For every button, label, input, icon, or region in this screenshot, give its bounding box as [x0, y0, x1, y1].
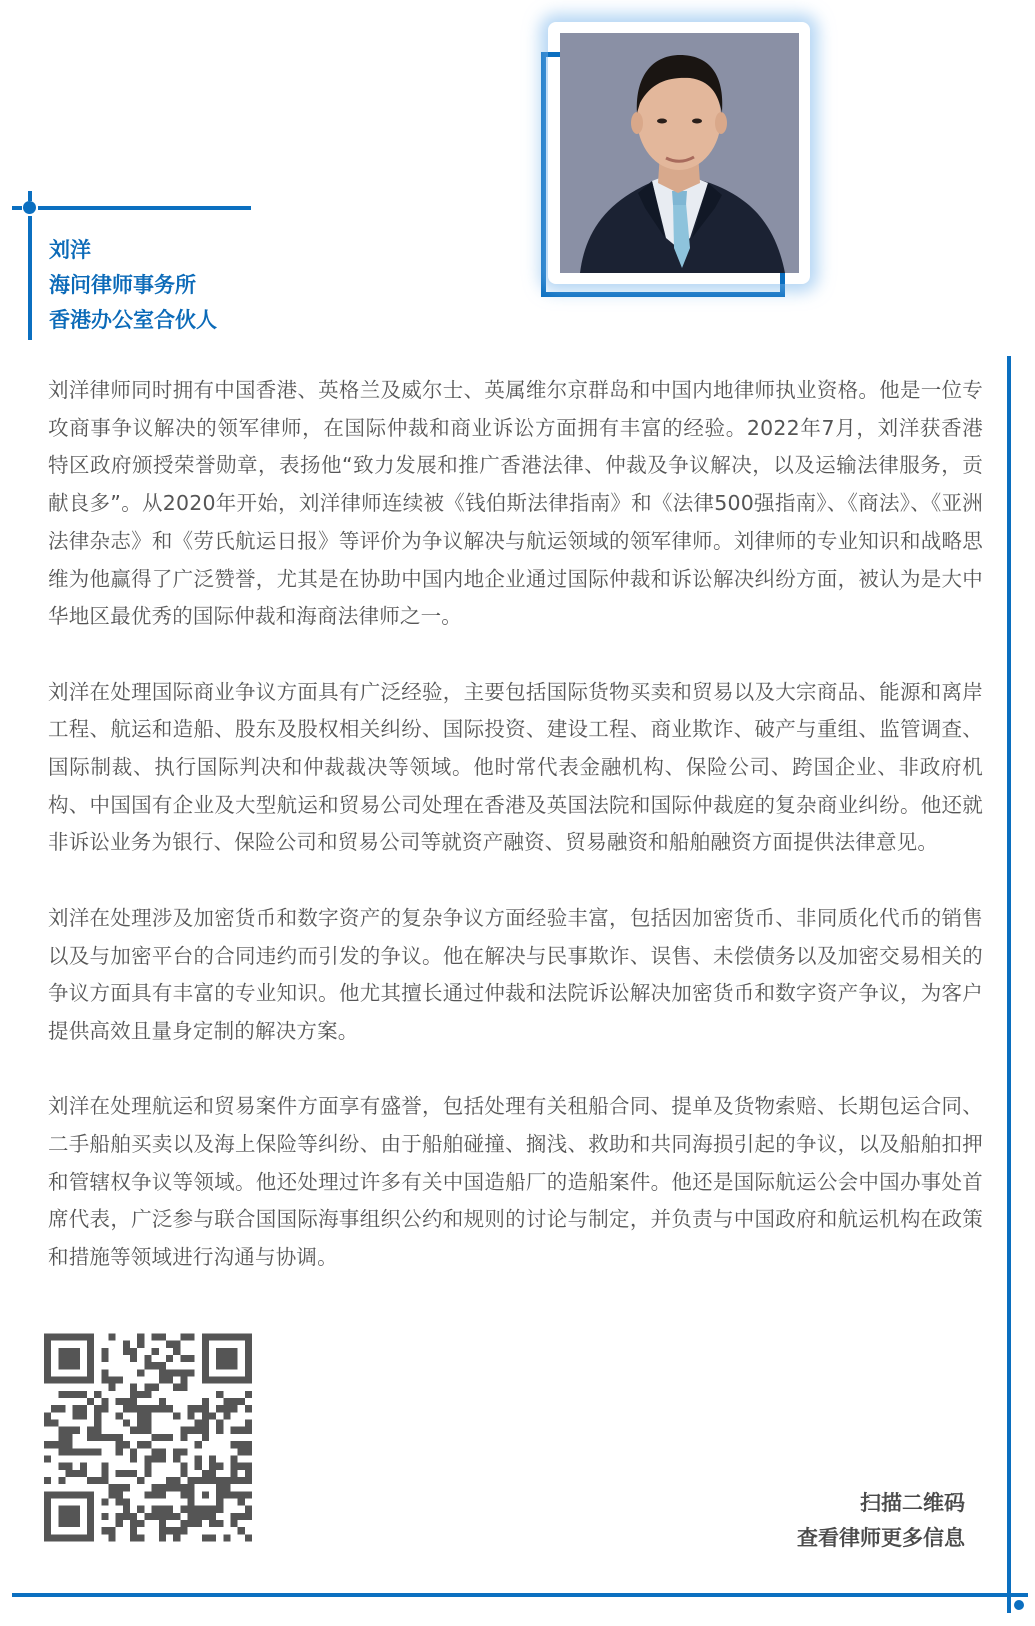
divider-line — [1007, 356, 1011, 1613]
dot-icon — [23, 201, 36, 214]
lawyer-title: 香港办公室合伙人 — [49, 308, 217, 332]
divider-line — [28, 191, 32, 201]
bio-section — [48, 372, 983, 1315]
bio-paragraph: 刘洋律师同时拥有中国香港、英格兰及威尔士、英属维尔京群岛和中国内地律师执业资格。他是一位专攻商事争议解决的领军律师，在国际仲裁和商业诉讼方面拥有丰富的经验。2022年7月，刘洋获香港特区政府颁授荣誉勋章，表扬他“致力发展和推广香港法律、仲裁及争议解决，以及运输法律服务，贡献良多”。从2020年开始，刘洋律师连续被《钱伯斯法律指南》和《法律500强指南》、《商法》、《亚洲法律杂志》和《劳氏航运日报》等评价为争议解决与航运领域的领军律师。刘律师的专业知识和战略思维为他赢得了广泛赞誉，尤其是在协助中国内地企业通过国际仲裁和诉讼解决纠纷方面，被认为是大中华地区最优秀的国际仲裁和海商法律师之一。 — [48, 378, 983, 629]
divider-line — [28, 216, 32, 340]
bio-paragraph: 刘洋在处理涉及加密货币和数字资产的复杂争议方面经验丰富，包括因加密货币、非同质化代币的销售以及与加密平台的合同违约而引发的争议。他在解决与民事欺诈、误售、未偿债务以及加密交易相关的争议方面具有丰富的专业知识。他尤其擅长通过仲裁和法院诉讼解决加密货币和数字资产争议，为客户提供高效且量身定制的解决方案。 — [48, 905, 983, 1043]
qr-caption-line2: 查看律师更多信息 — [797, 1526, 965, 1550]
qr-caption — [797, 1486, 965, 1556]
bio-paragraph: 刘洋在处理航运和贸易案件方面享有盛誉，包括处理有关租船合同、提单及货物索赔、长期包运合同、二手船舶买卖以及海上保险等纠纷、由于船舶碰撞、搁浅、救助和共同海损引起的争议，以及船舶扣押和管辖权争议等领域。他还处理过许多有关中国造船厂的造船案件。他还是国际航运公会中国办事处首席代表，广泛参与联合国国际海事组织公约和规则的讨论与制定，并负责与中国政府和航运机构在政策和措施等领域进行沟通与协调。 — [48, 1094, 983, 1270]
person-icon — [560, 33, 799, 273]
divider-line — [38, 206, 251, 210]
portrait-photo — [560, 33, 799, 273]
qr-code-icon[interactable] — [44, 1333, 252, 1542]
divider-line — [12, 206, 22, 210]
bio-paragraph: 刘洋在处理国际商业争议方面具有广泛经验，主要包括国际货物买卖和贸易以及大宗商品、能源和离岸工程、航运和造船、股东及股权相关纠纷、国际投资、建设工程、商业欺诈、破产与重组、监管调查、国际制裁、执行国际判决和仲裁裁决等领域。他时常代表金融机构、保险公司、跨国企业、非政府机构、中国国有企业及大型航运和贸易公司处理在香港及英国法院和国际仲裁庭的复杂商业纠纷。他还就非诉讼业务为银行、保险公司和贸易公司等就资产融资、贸易融资和船舶融资方面提供法律意见。 — [48, 679, 983, 855]
firm-name: 海问律师事务所 — [49, 273, 196, 297]
profile-header — [49, 233, 217, 338]
divider-line — [12, 1593, 1028, 1597]
qr-caption-line1: 扫描二维码 — [860, 1491, 965, 1515]
dot-icon — [1014, 1600, 1024, 1610]
lawyer-name: 刘洋 — [49, 238, 91, 262]
